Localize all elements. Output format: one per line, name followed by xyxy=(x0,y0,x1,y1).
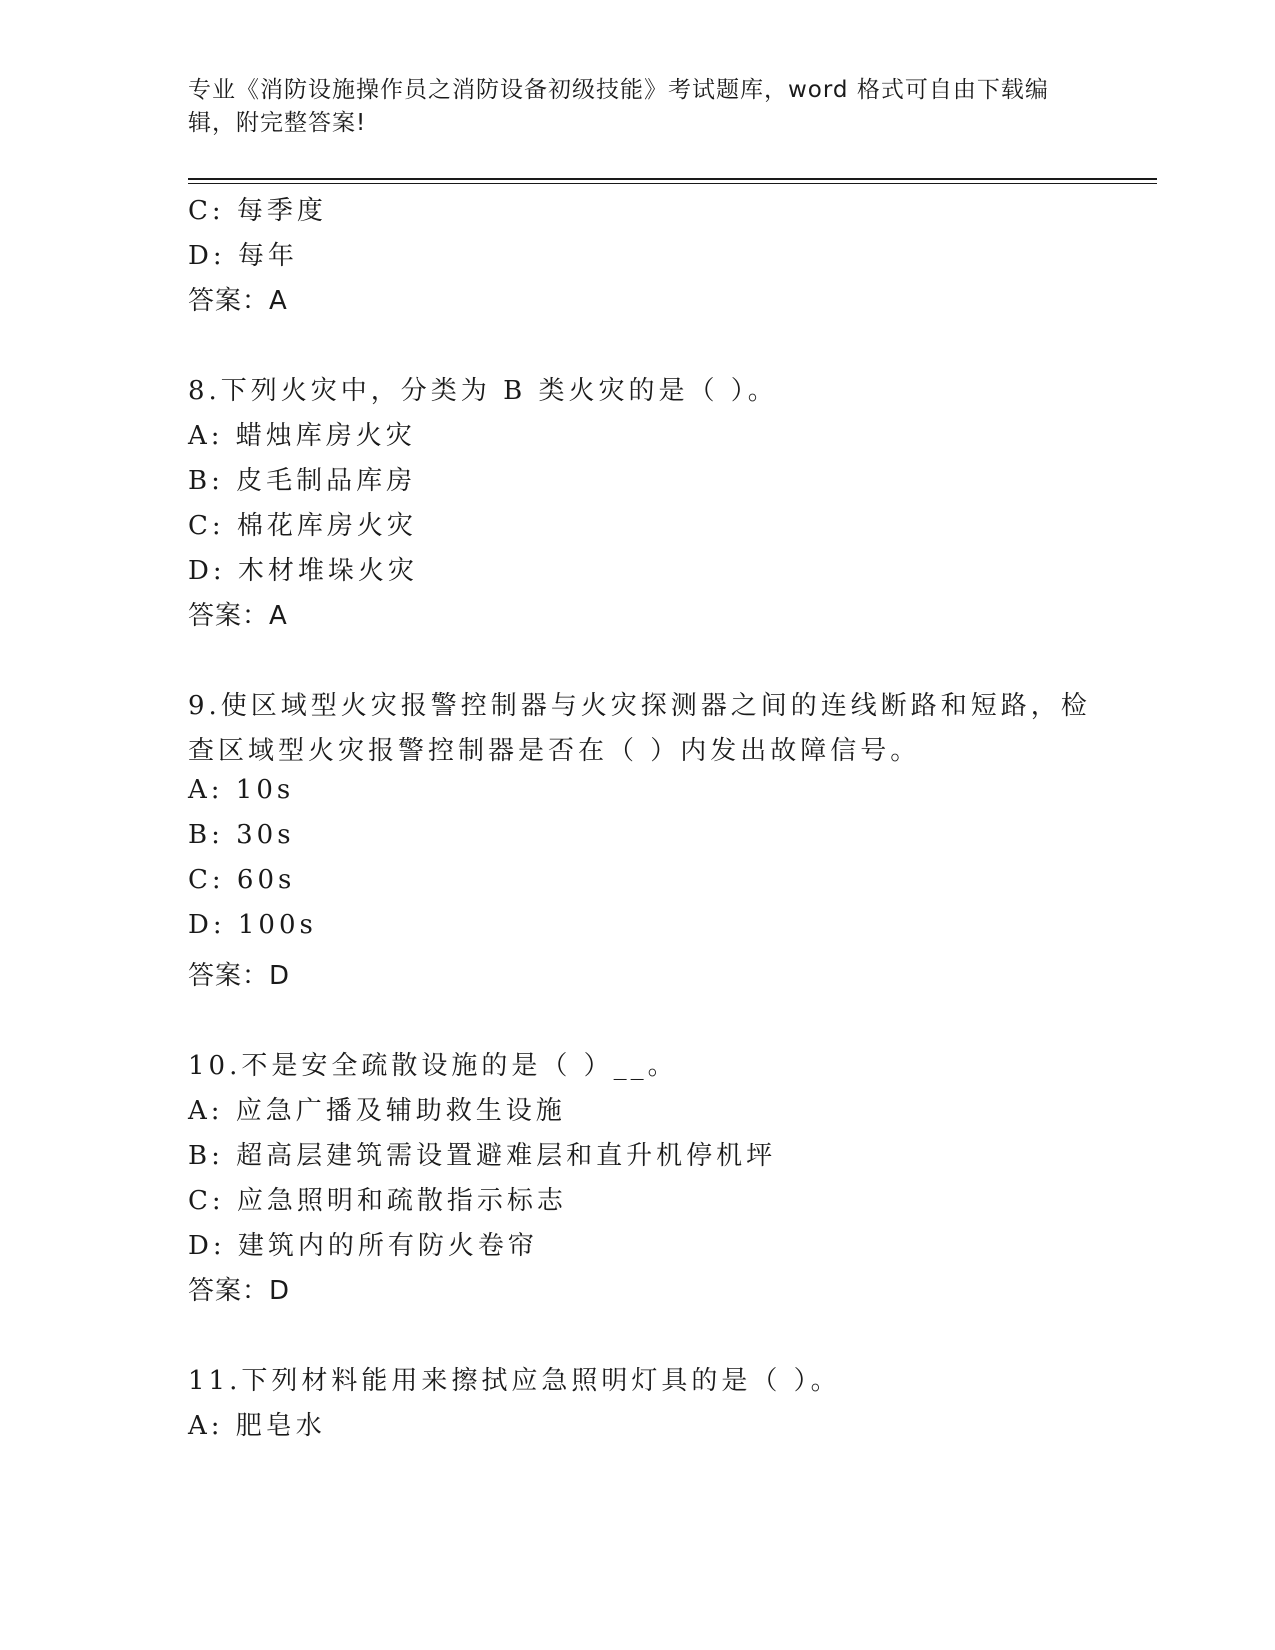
header-line-2: 辑，附完整答案! xyxy=(188,110,367,136)
question-8-option-a: A: 蜡烛库房火灾 xyxy=(188,421,416,451)
header-divider-thick xyxy=(188,178,1157,180)
option-c: C: 每季度 xyxy=(188,196,327,226)
header-divider-thin xyxy=(188,183,1157,184)
question-9-answer: 答案：D xyxy=(188,961,291,991)
answer-line: 答案：A xyxy=(188,286,288,316)
question-9-option-c: C: 60s xyxy=(188,865,296,895)
question-9-option-b: B: 30s xyxy=(188,820,295,850)
question-8-option-b: B: 皮毛制品库房 xyxy=(188,466,417,496)
question-9-stem-line-2: 查区域型火灾报警控制器是否在（ ）内发出故障信号。 xyxy=(188,736,921,766)
question-10-option-a: A: 应急广播及辅助救生设施 xyxy=(188,1096,566,1126)
question-10-answer: 答案：D xyxy=(188,1276,291,1306)
document-header xyxy=(188,74,1068,140)
question-10-option-c: C: 应急照明和疏散指示标志 xyxy=(188,1186,567,1216)
question-10-option-d: D: 建筑内的所有防火卷帘 xyxy=(188,1231,538,1261)
header-line-1: 专业《消防设施操作员之消防设备初级技能》考试题库，word 格式可自由下载编 xyxy=(188,77,1049,103)
question-8-option-c: C: 棉花库房火灾 xyxy=(188,511,417,541)
question-11-stem: 11.下列材料能用来擦拭应急照明灯具的是（ ）。 xyxy=(188,1366,841,1396)
question-8-stem: 8.下列火灾中，分类为 B 类火灾的是（ ）。 xyxy=(188,376,778,406)
question-10-option-b: B: 超高层建筑需设置避难层和直升机停机坪 xyxy=(188,1141,777,1171)
question-10-stem: 10.不是安全疏散设施的是（ ）__。 xyxy=(188,1051,678,1081)
option-d: D: 每年 xyxy=(188,241,298,271)
question-11-option-a: A: 肥皂水 xyxy=(188,1411,326,1441)
question-9-option-a: A: 10s xyxy=(188,775,295,805)
question-8-answer: 答案：A xyxy=(188,601,288,631)
question-9-option-d: D: 100s xyxy=(188,910,317,940)
question-8-option-d: D: 木材堆垛火灾 xyxy=(188,556,418,586)
question-9-stem-line-1: 9.使区域型火灾报警控制器与火灾探测器之间的连线断路和短路，检 xyxy=(188,691,1091,721)
